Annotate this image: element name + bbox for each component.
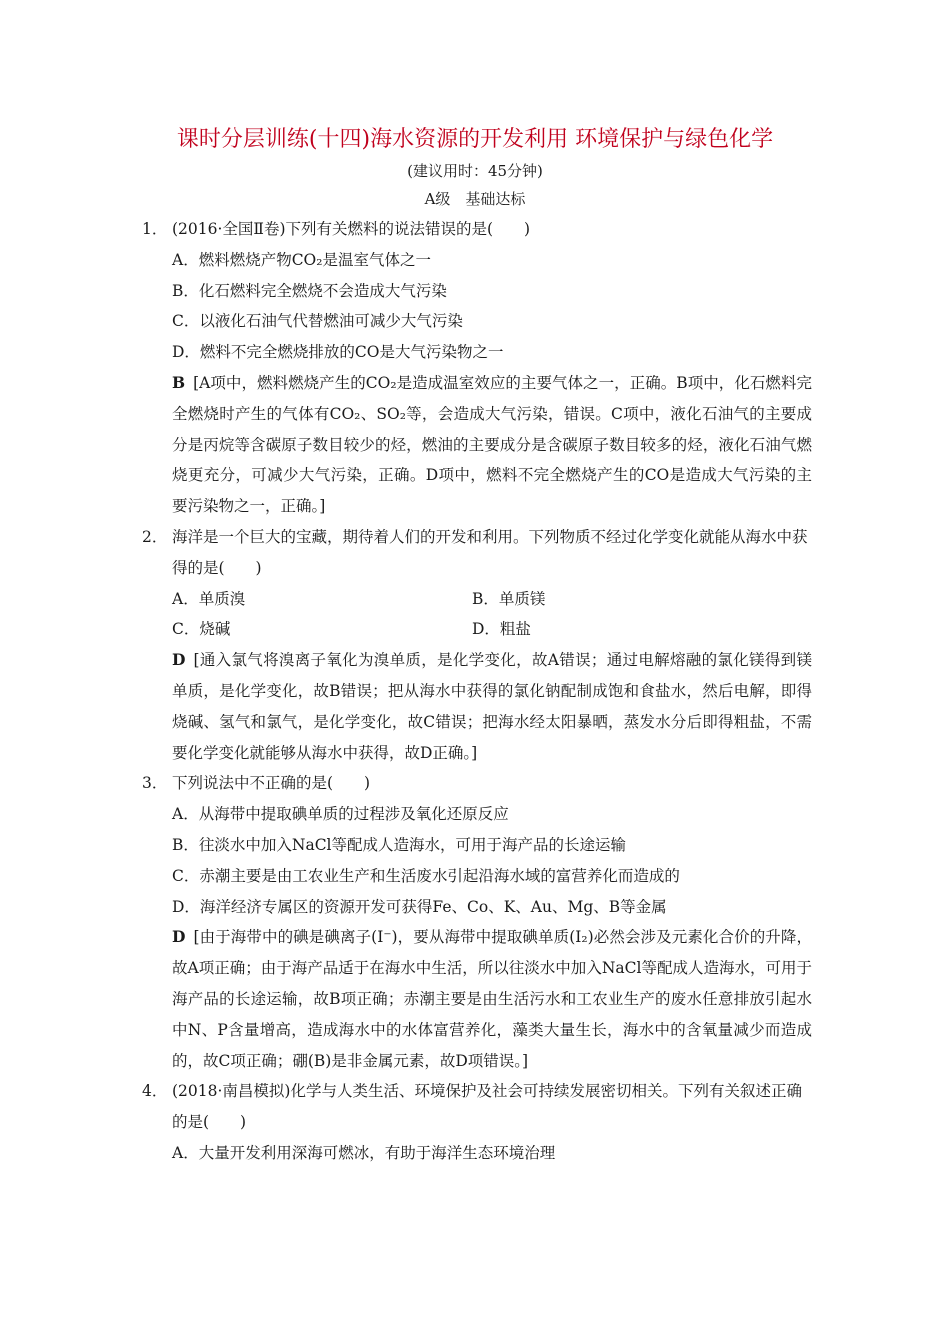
question-number: 3． [142, 774, 168, 793]
option-a: A．燃料燃烧产物CO₂是温室气体之一 [172, 250, 431, 269]
answer-text: [通入氯气将溴离子氧化为溴单质，是化学变化，故A错误；通过电解熔融的氯化镁得到镁单质，是化学变化，故B错误；把从海水中获得的氯化钠配制成饱和食盐水，然后电解，即得烧碱、氢气和氯气，是化学变化，故C错误；把海水经太阳暴晒，蒸发水分后即得粗盐，不需要化学变化就能够从海水中获得，故D正确。] [172, 651, 812, 762]
page-subtitle: (建议用时：45分钟) [407, 162, 543, 180]
answer-key: D [172, 927, 186, 947]
question-4 [142, 1076, 812, 1168]
question-number: 1． [142, 220, 168, 238]
question-number: 2． [142, 527, 168, 546]
option-c: C．赤潮主要是由工农业生产和生活废水引起沿海水域的富营养化而造成的 [172, 866, 680, 885]
answer-text: [由于海带中的碘是碘离子(I⁻)，要从海带中提取碘单质(I₂)必然会涉及元素化合价的升降，故A项正确；由于海产品适于在海水中生活，所以往淡水中加入NaCl等配成人造海水，可用于海产品的长途运输，故B项正确；赤潮主要是由生活污水和工农业生产的废水任意排放引起水中N、P含量增高，造成海水中的水体富营养化，藻类大量生长，海水中的含氧量减少而造成的，故C项正确；硼(B)是非金属元素，故D项错误。] [172, 928, 812, 1070]
answer-key: D [172, 650, 186, 670]
question-stem: 海洋是一个巨大的宝藏，期待着人们的开发和利用。下列物质不经过化学变化就能从海水中获得的是( ) [172, 527, 808, 577]
page-title: 课时分层训练(十四)海水资源的开发利用 环境保护与绿色化学 [176, 127, 774, 152]
option-b: B．化石燃料完全燃烧不会造成大气污染 [172, 281, 447, 300]
question-1 [142, 214, 812, 522]
question-stem: (2016·全国Ⅱ卷)下列有关燃料的说法错误的是( ) [172, 220, 531, 238]
question-stem: 下列说法中不正确的是( ) [172, 774, 371, 793]
question-number: 4． [142, 1082, 168, 1101]
answer-explanation [142, 368, 812, 522]
question-stem: (2018·南昌模拟)化学与人类生活、环境保护及社会可持续发展密切相关。下列有关叙述正确的是( ) [172, 1082, 802, 1132]
answer-explanation [142, 645, 812, 768]
option-a: A．从海带中提取碘单质的过程涉及氧化还原反应 [172, 805, 509, 824]
answer-explanation [142, 922, 812, 1076]
question-list [142, 214, 812, 1169]
answer-text: [A项中，燃料燃烧产生的CO₂是造成温室效应的主要气体之一，正确。B项中，化石燃料完全燃烧时产生的气体有CO₂、SO₂等，会造成大气污染，错误。C项中，液化石油气的主要成分是丙烷等含碳原子数目较少的烃，燃油的主要成分是含碳原子数目较多的烃，液化石油气燃烧更充分，可减少大气污染，正确。D项中，燃料不完全燃烧产生的CO是造成大气污染的主要污染物之一，正确。] [172, 373, 812, 516]
option-b: B．往淡水中加入NaCl等配成人造海水，可用于海产品的长途运输 [172, 835, 627, 854]
option-row [142, 584, 812, 615]
answer-key: B [172, 372, 186, 392]
question-2 [142, 522, 812, 768]
option-d: D．粗盐 [472, 620, 531, 639]
question-3 [142, 768, 812, 1076]
option-c: C．烧碱 [172, 620, 231, 639]
option-row [142, 614, 812, 645]
option-d: D．燃料不完全燃烧排放的CO是大气污染物之一 [172, 343, 504, 362]
option-d: D．海洋经济专属区的资源开发可获得Fe、Co、K、Au、Mg、B等金属 [172, 897, 667, 916]
option-b: B．单质镁 [472, 589, 546, 608]
section-heading: A级 基础达标 [424, 190, 526, 208]
option-a: A．单质溴 [172, 589, 246, 608]
option-c: C．以液化石油气代替燃油可减少大气污染 [172, 312, 463, 331]
option-a: A．大量开发利用深海可燃冰，有助于海洋生态环境治理 [172, 1143, 556, 1162]
